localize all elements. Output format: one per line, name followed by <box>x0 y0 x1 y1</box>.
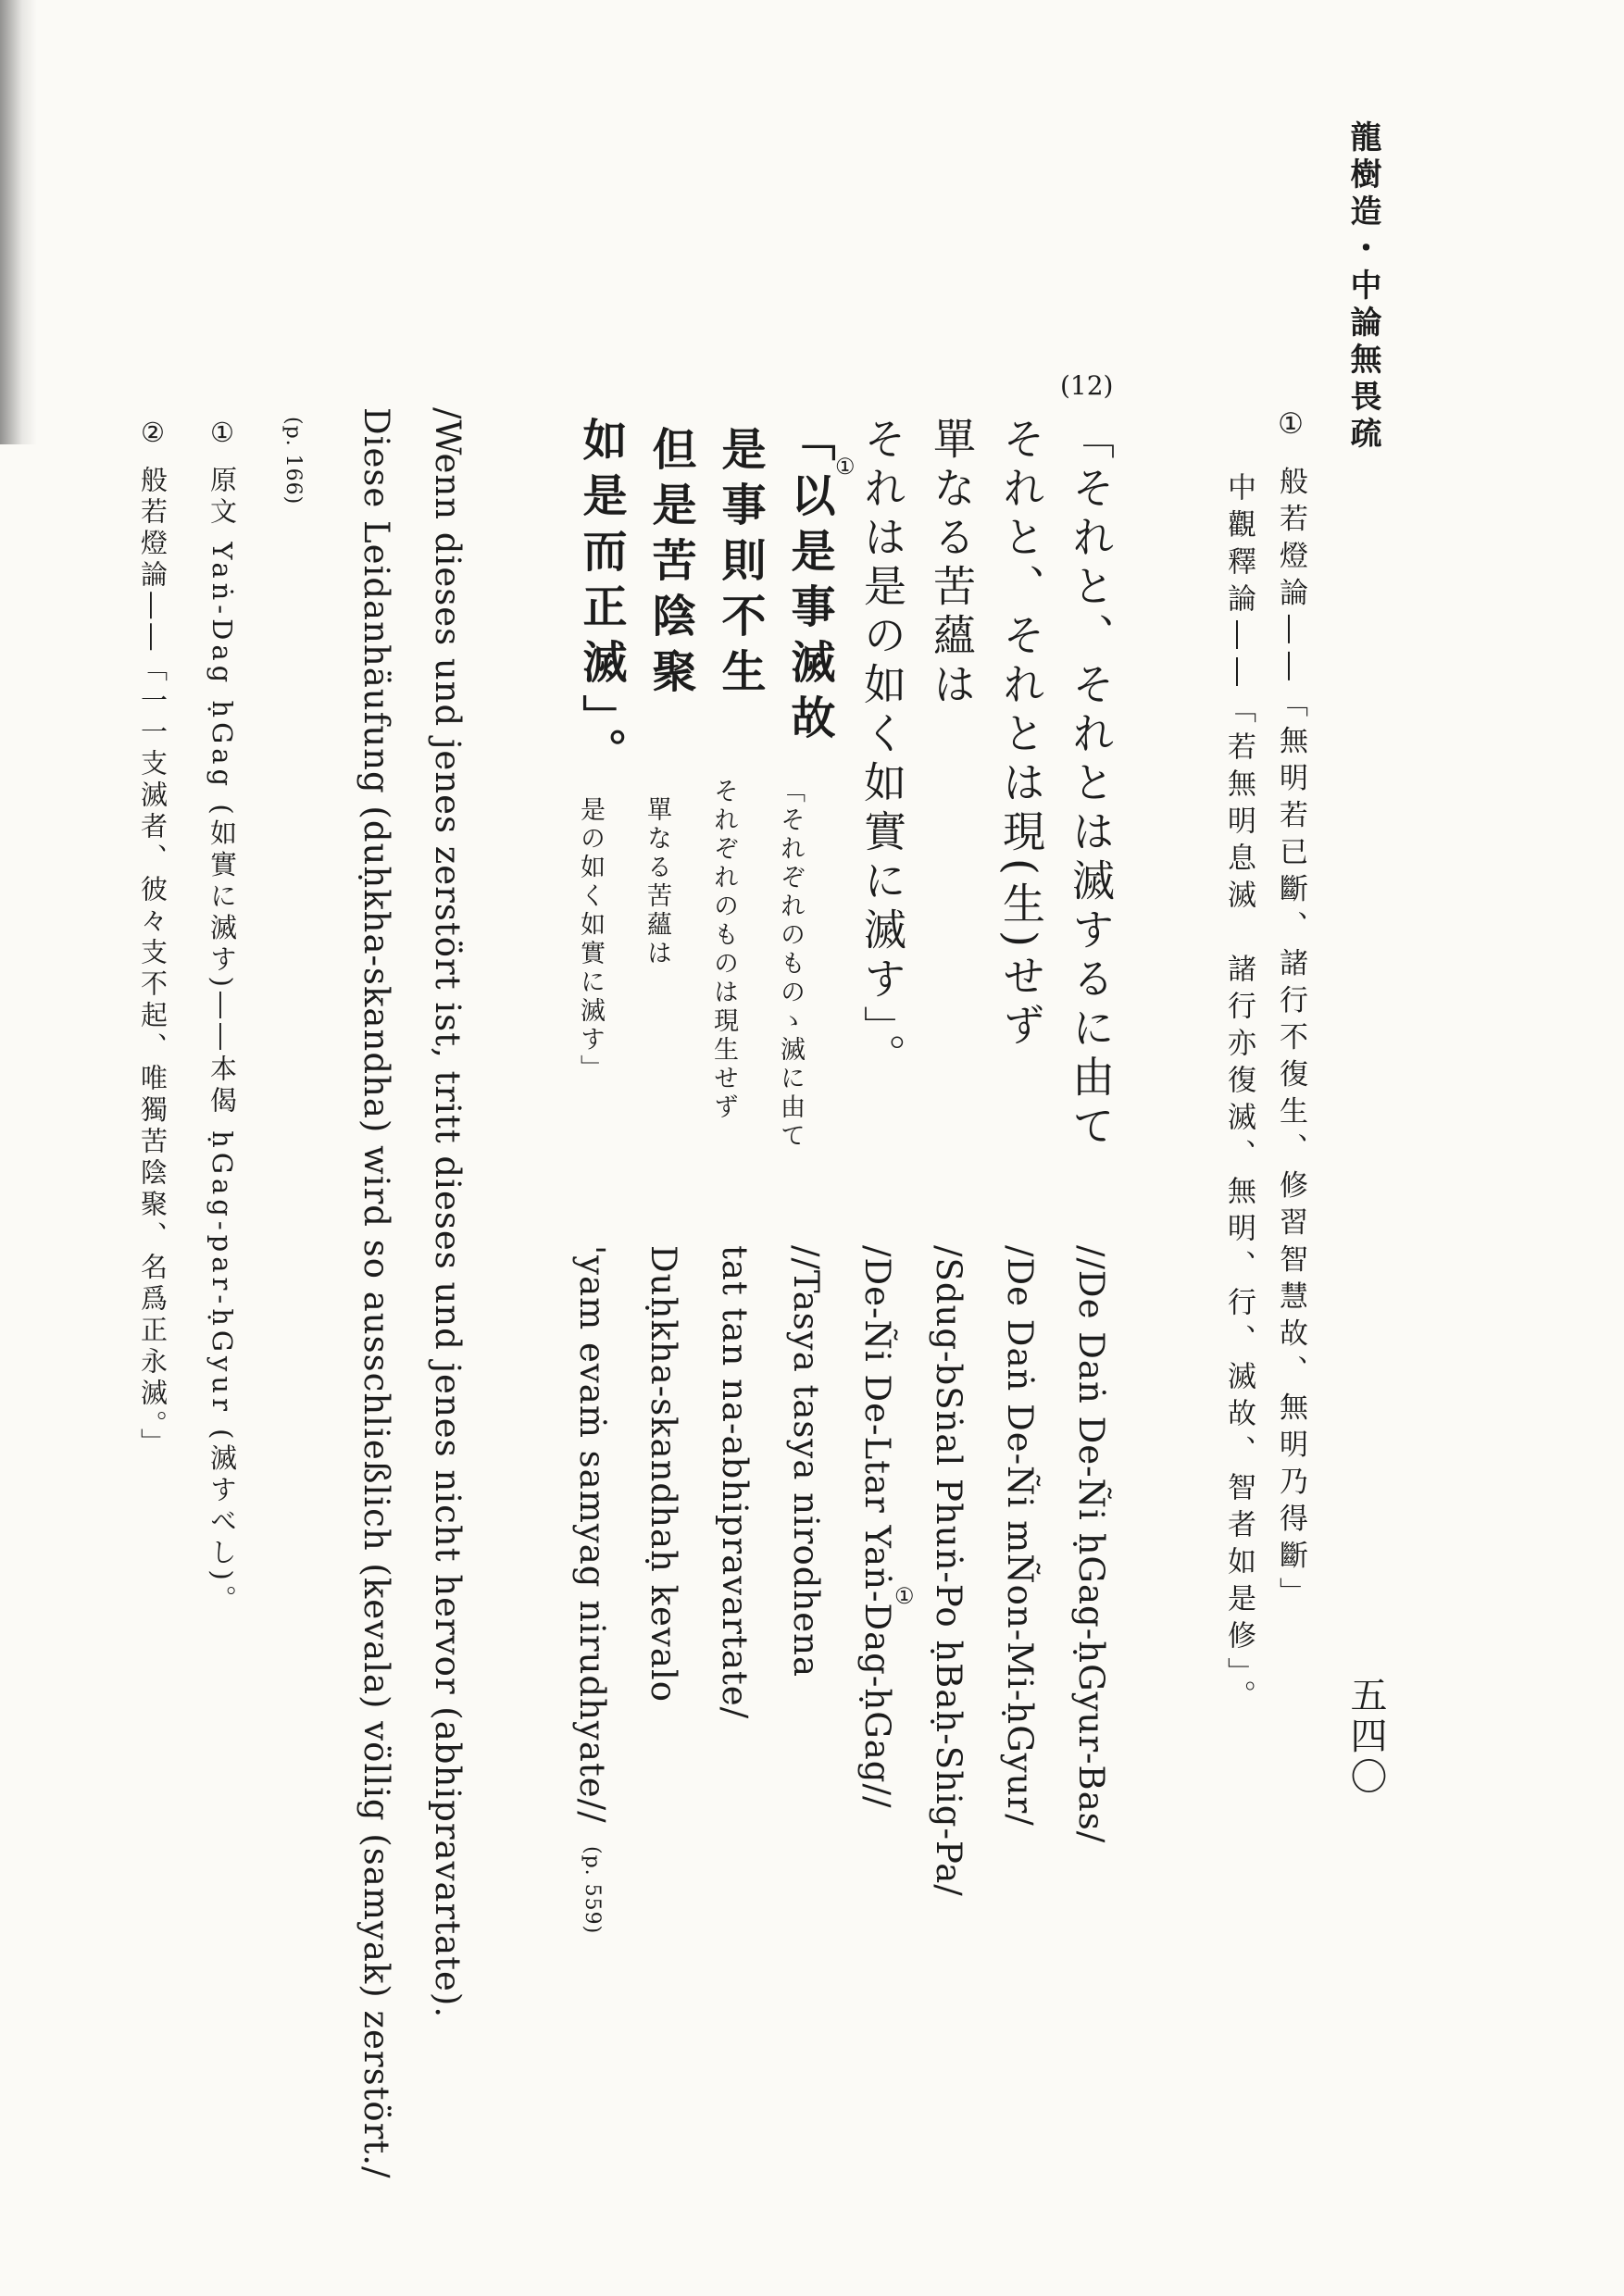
tibetan-line-1: //De Daṅ De-Ñi ḥGag-ḥGyur-Bas/ <box>1071 1245 1111 1844</box>
german-line-1: /Wenn dieses und jenes zerstört ist, tritt dieses und jenes nicht hervor (abhipravartate). <box>428 407 468 2019</box>
scan-edge-shadow <box>0 0 37 444</box>
chinese-verse-line-1: 「以是事滅故 <box>783 417 835 750</box>
chinese-verse-marker: ① <box>835 454 856 480</box>
translation-line-2: それと、それとは現(生)せず <box>996 417 1046 1052</box>
note1-line1: 般若燈論――「無明若已斷、諸行不復生、修習智慧故、無明乃得斷」 <box>1274 466 1307 1615</box>
note1-line1-with-marker <box>1276 407 1305 1615</box>
sanskrit-line-3: Duḥkha-skandhaḥ kevalo <box>643 1245 683 1703</box>
chinese-verse-line-4: 如是而正滅」。 <box>575 417 627 783</box>
chinese-verse-line-2: 是事則不生 <box>714 426 766 704</box>
sanskrit-line-1: //Tasya tasya nirodhena <box>786 1245 826 1678</box>
page-number: 五四〇 <box>1344 1676 1387 1798</box>
note1-marker: ① <box>1274 407 1307 449</box>
tibetan-marker: ① <box>894 1583 915 1609</box>
german-page-ref: (p. 166) <box>281 417 305 505</box>
footnote-2: ② 般若燈論――「一一支滅者、彼々支不起、唯獨苦陰聚、名爲正永滅。」 <box>137 417 169 1460</box>
translation-line-4: それは是の如く如實に滅す」。 <box>857 417 907 1082</box>
gloss-line-2: それぞれのものは現生せず <box>709 778 738 1122</box>
chinese-verse-line-3: 但是苦陰聚 <box>644 426 696 704</box>
sanskrit-line-4-with-ref <box>572 1245 612 1935</box>
sanskrit-line-4: 'yam evaṁ samyag nirudhyate// <box>572 1245 612 1824</box>
gloss-line-3: 單なる苦蘊は <box>643 796 671 968</box>
tibetan-line-4: /De-Ñi De-Ltar Yaṅ-Dag-ḥGag// <box>857 1245 897 1809</box>
footnote-1: ① 原文 Yaṅ-Dag ḥGag (如實に滅す)――本偈 ḥGag-par-ḥGyur (滅すべし)。 <box>206 417 238 1616</box>
translation-line-1: 「それと、それとは滅するに由て <box>1066 417 1116 1153</box>
verse-number: (12) <box>1060 370 1114 401</box>
german-line-2: Diese Leidanhäufung (duḥkha-skandha) wird so ausschließlich (kevala) völlig (samyak) zerstört./ <box>356 407 396 2179</box>
sanskrit-line-2: tat tan na-abhipravartate/ <box>715 1245 755 1720</box>
tibetan-line-3: /Sdug-bSṅal Phuṅ-Po ḥBaḥ-Shig-Pa/ <box>929 1245 968 1897</box>
tibetan-line-2: /De Daṅ De-Ñi mÑon-Mi-ḥGyur/ <box>1000 1245 1040 1827</box>
note1-line2: 中觀釋論――「若無明息滅 諸行亦復滅、無明、行、滅故、智者如是修」。 <box>1222 472 1255 1717</box>
gloss-line-1: 「それぞれのものゝ滅に由て <box>776 778 805 1151</box>
running-title: 龍樹造・中論無畏疏 <box>1344 120 1381 454</box>
sanskrit-page-ref: (p. 559) <box>581 1846 604 1935</box>
translation-line-3: 單なる苦蘊は <box>927 417 977 711</box>
gloss-line-4: 是の如く如實に滅す」 <box>576 796 605 1083</box>
